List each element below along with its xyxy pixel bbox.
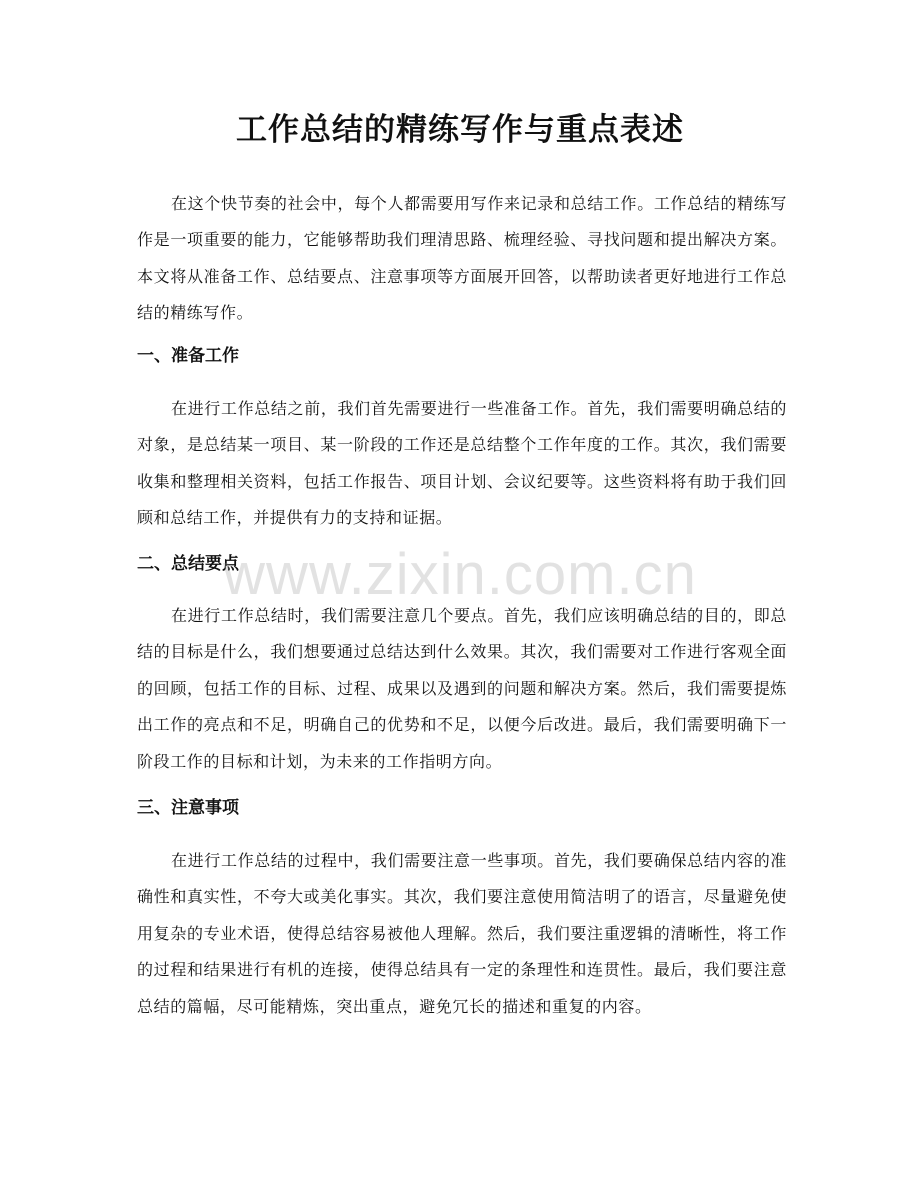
section-body-key-points: 在进行工作总结时，我们需要注意几个要点。首先，我们应该明确总结的目的，即总结的目标是什么，我们想要通过总结达到什么效果。其次，我们需要对工作进行客观全面的回顾，包括工作的目标、过程、成果以及遇到的问题和解决方案。然后，我们需要提炼出工作的亮点和不足，明确自己的优势和不足，以便今后改进。最后，我们需要明确下一阶段工作的目标和计划，为未来的工作指明方向。 (137, 606, 787, 771)
page-title: 工作总结的精练写作与重点表述 (236, 112, 684, 148)
section-body-preparation: 在进行工作总结之前，我们首先需要进行一些准备工作。首先，我们需要明确总结的对象，是总结某一项目、某一阶段的工作还是总结整个工作年度的工作。其次，我们需要收集和整理相关资料，包括工作报告、项目计划、会议纪要等。这些资料将有助于我们回顾和总结工作，并提供有力的支持和证据。 (137, 399, 787, 528)
section-heading-key-points: 二、总结要点 (137, 554, 239, 574)
intro-paragraph: 在这个快节奏的社会中，每个人都需要用写作来记录和总结工作。工作总结的精练写作是一项重要的能力，它能够帮助我们理清思路、梳理经验、寻找问题和提出解决方案。本文将从准备工作、总结要点、注意事项等方面展开回答，以帮助读者更好地进行工作总结的精练写作。 (137, 194, 787, 323)
watermark: www.zixin.com.cn (223, 542, 697, 607)
section-heading-preparation: 一、准备工作 (137, 346, 239, 366)
section-body-notes: 在进行工作总结的过程中，我们需要注意一些事项。首先，我们要确保总结内容的准确性和真实性，不夸大或美化事实。其次，我们要注意使用简洁明了的语言，尽量避免使用复杂的专业术语，使得总结容易被他人理解。然后，我们要注重逻辑的清晰性，将工作的过程和结果进行有机的连接，使得总结具有一定的条理性和连贯性。最后，我们要注意总结的篇幅，尽可能精炼，突出重点，避免冗长的描述和重复的内容。 (137, 851, 787, 1016)
section-heading-notes: 三、注意事项 (137, 798, 239, 818)
